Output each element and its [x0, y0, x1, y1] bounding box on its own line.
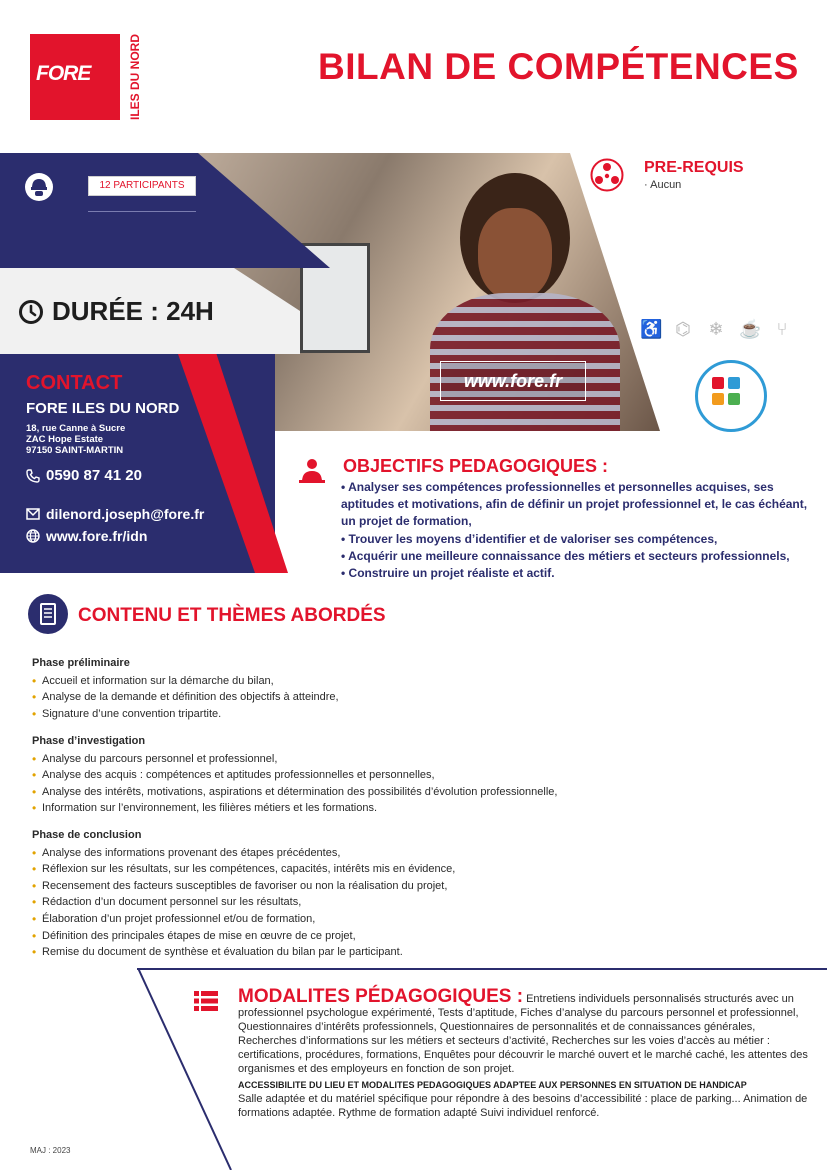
update-date: MAJ : 2023 — [30, 1146, 71, 1155]
duration-label: DURÉE : 24H — [52, 296, 214, 326]
helmet-icon — [24, 172, 54, 202]
phase-preliminaire — [32, 655, 692, 722]
contact-title: CONTACT — [26, 372, 123, 394]
logo-brand: FORE — [36, 62, 91, 85]
list-item: • Analyse des informations provenant des étapes précédentes, — [32, 845, 692, 862]
modalites-title: MODALITES PÉDAGOGIQUES : — [238, 986, 524, 1007]
list-item: • Remise du document de synthèse et évaluation du bilan par le participant. — [32, 944, 692, 961]
website-button[interactable]: www.fore.fr — [440, 361, 586, 401]
divider — [88, 211, 196, 212]
accessibility-label-badge — [695, 360, 767, 432]
objective-item: • Analyser ses compétences professionnelles et personnelles acquises, ses aptitudes et motivations, afin de définir un projet professionnel et, le cas échéant, un projet de formation, — [341, 480, 808, 529]
phase-conclusion — [32, 827, 692, 961]
contact-address: 18, rue Canne à Sucre ZAC Hope Estate 97150 SAINT-MARTIN — [26, 423, 126, 456]
wheelchair-icon: ♿ — [640, 319, 663, 339]
contact-email[interactable]: dilenord.joseph@fore.fr — [26, 506, 204, 522]
list-item: • Signature d’une convention tripartite. — [32, 706, 692, 723]
objectives-title: OBJECTIFS PEDAGOGIQUES : — [343, 456, 609, 476]
objective-item: • Trouver les moyens d’identifier et de valoriser ses compétences, — [341, 531, 718, 546]
objective-item: • Construire un projet réaliste et actif. — [341, 566, 555, 581]
wifi-icon: ⌬ — [675, 319, 691, 339]
phone-icon — [26, 469, 40, 483]
objectives-list — [341, 479, 811, 582]
modalites-section — [238, 986, 813, 1120]
people-network-icon — [590, 158, 624, 192]
page-title: BILAN DE COMPÉTENCES — [318, 46, 799, 87]
list-item: • Accueil et information sur la démarche du bilan, — [32, 673, 692, 690]
list-item: • Réflexion sur les résultats, sur les compétences, capacités, intérêts mis en évidence, — [32, 861, 692, 878]
list-item: • Analyse du parcours personnel et professionnel, — [32, 751, 692, 768]
contenu-title: CONTENU ET THÈMES ABORDÉS — [78, 605, 386, 626]
air-conditioning-icon: ❄ — [708, 319, 724, 339]
modalites-frame-diagonal — [137, 968, 233, 1170]
handicap-text: Salle adaptée et du matériel spécifique pour répondre à des besoins d’accessibilité : place de parking... Animation de formations adaptée. Rythme de formation adapté Suivi individuel renforcé. — [238, 1093, 808, 1119]
list-item: • Rédaction d’un document personnel sur les résultats, — [32, 894, 692, 911]
phase-title: Phase préliminaire — [32, 657, 130, 669]
list-item: • Définition des principales étapes de mise en œuvre de ce projet, — [32, 928, 692, 945]
phase-investigation — [32, 733, 692, 817]
presenter-icon — [297, 456, 327, 486]
prerequisites-value: · Aucun — [644, 179, 682, 191]
objective-item: • Acquérir une meilleure connaissance des métiers et secteurs professionnels, — [341, 548, 790, 563]
list-icon — [194, 991, 218, 1011]
contact-url[interactable]: www.fore.fr/idn — [26, 528, 147, 544]
participants-badge: 12 PARTICIPANTS — [88, 176, 196, 196]
modalites-text: Entretiens individuels personnalisés structurés avec un professionnel psychologue expérimenté, Tests d’aptitude, Fiches d’analyse du parcours personnel et professionnel, Questionnaires d’intérêts professionnels, Questionnaires de personnalités et de connaissances générales, Recherches d’informations sur les métiers et secteurs d’activité, Recherches sur les voies d’accès au métier : certifications, procédures, formations, Enquêtes pour découvrir le marché ouvert et le marché caché, les attentes des organismes et des employeurs en fonction de son projet. — [238, 993, 808, 1075]
logo-subtitle: ILES DU NORD — [128, 33, 142, 120]
list-item: • Information sur l’environnement, les filières métiers et les formations. — [32, 800, 692, 817]
contact-org: FORE ILES DU NORD — [26, 400, 180, 417]
phase-title: Phase de conclusion — [32, 829, 142, 841]
list-item: • Analyse des acquis : compétences et aptitudes professionnelles et personnelles, — [32, 767, 692, 784]
fore-logo — [30, 34, 120, 120]
clock-icon — [18, 299, 44, 325]
phase-title: Phase d’investigation — [32, 735, 146, 747]
list-item: • Analyse des intérêts, motivations, aspirations et détermination des possibilités d’évolution professionnelle, — [32, 784, 692, 801]
prerequisites-title: PRE-REQUIS — [644, 159, 744, 176]
handicap-title: ACCESSIBILITE DU LIEU ET MODALITES PEDAGOGIQUES ADAPTEE AUX PERSONNES EN SITUATION DE HANDICAP — [238, 1080, 747, 1090]
duration — [18, 296, 214, 327]
contact-phone[interactable]: 0590 87 41 20 — [26, 467, 142, 484]
mail-icon — [26, 508, 40, 520]
list-item: • Analyse de la demande et définition des objectifs à atteindre, — [32, 689, 692, 706]
list-item: • Élaboration d’un projet professionnel et/ou de formation, — [32, 911, 692, 928]
list-item: • Recensement des facteurs susceptibles de favoriser ou non la réalisation du projet, — [32, 878, 692, 895]
globe-icon — [26, 529, 40, 543]
document-icon — [28, 594, 68, 634]
amenities-icons — [640, 318, 792, 340]
coffee-icon: ☕ — [739, 319, 762, 339]
restaurant-icon: ⑂ — [776, 319, 788, 339]
